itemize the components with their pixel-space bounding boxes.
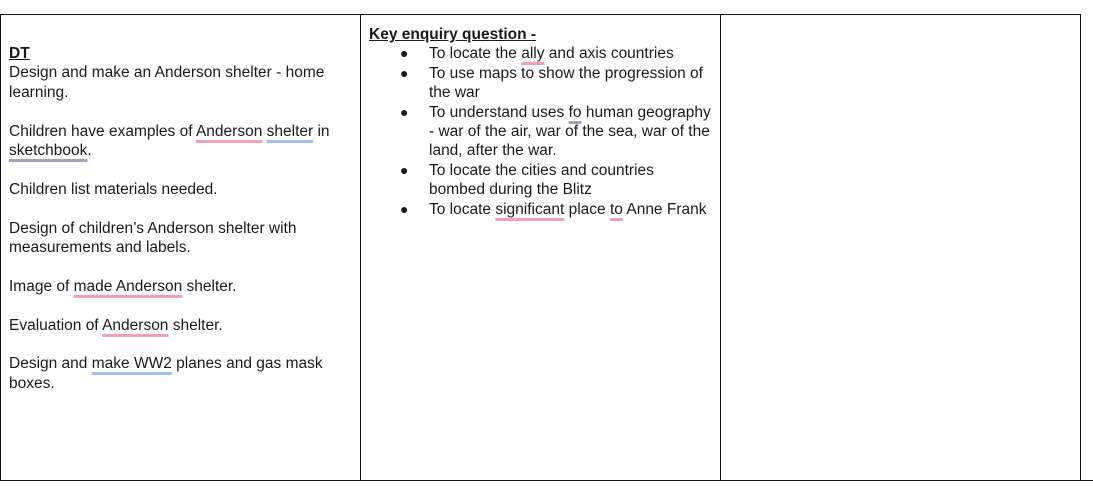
bullet-icon: ●	[400, 45, 409, 62]
spellcheck-significant: significant	[495, 200, 565, 218]
empty-cell[interactable]	[731, 15, 1076, 25]
dt-heading: DT	[9, 45, 30, 62]
dt-design-paragraph: Design of children’s Anderson shelter with measurements and labels.	[9, 219, 297, 257]
column-divider-1	[360, 15, 361, 480]
grammar-make-ww2: make WW2	[91, 355, 172, 373]
dt-examples-paragraph: Children have examples of Anderson shelter in sketchbook.	[9, 122, 330, 160]
dt-cell[interactable]	[9, 15, 354, 393]
list-item: ● To locate significant place to Anne Frank	[400, 200, 707, 218]
dt-planes-paragraph: Design and make WW2 planes and gas mask boxes.	[9, 355, 323, 392]
spellcheck-to: to	[609, 200, 623, 218]
list-item: ● To locate the ally and axis countries	[400, 45, 674, 63]
list-item: ● To locate the cities and countries bombed during the Blitz	[400, 161, 654, 199]
dt-materials-paragraph: Children list materials needed.	[9, 180, 218, 198]
enquiry-list	[369, 44, 714, 219]
bullet-icon: ●	[400, 103, 409, 120]
suggestion-fo: fo	[568, 103, 582, 121]
bullet-icon: ●	[400, 161, 409, 178]
enquiry-heading: Key enquiry question -	[369, 26, 537, 43]
spellcheck-made-anderson: made Anderson	[73, 277, 183, 295]
bullet-icon: ●	[400, 200, 409, 217]
list-item: ● To use maps to show the progression of the war	[400, 64, 703, 102]
grammar-shelter: shelter	[266, 122, 314, 140]
bullet-icon: ●	[400, 64, 409, 81]
document-table	[0, 14, 1081, 480]
spellcheck-anderson-2: Anderson	[102, 316, 169, 334]
spellcheck-anderson: Anderson	[195, 122, 263, 140]
list-item: ● To understand uses fo human geography - war of the air, war of the sea, war of the land, after the war.	[400, 103, 711, 160]
dt-image-paragraph: Image of made Anderson shelter.	[9, 277, 237, 295]
spellcheck-ally: ally	[521, 45, 545, 63]
enquiry-cell[interactable]	[369, 15, 714, 219]
dt-intro-line: Design and make an Anderson shelter - home learning.	[9, 64, 325, 101]
table-bottom-border	[0, 480, 1093, 481]
column-divider-2	[720, 15, 721, 480]
dt-evaluation-paragraph: Evaluation of Anderson shelter.	[9, 316, 223, 334]
suggestion-sketchbook: sketchbook	[9, 142, 88, 160]
